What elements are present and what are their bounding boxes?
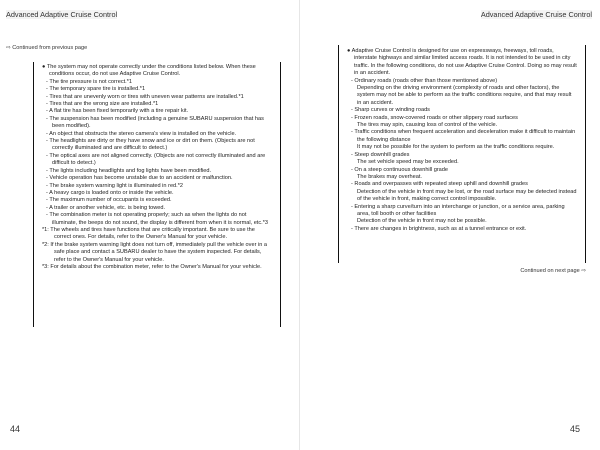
condition-item: - A heavy cargo is loaded onto or inside the vehicle. <box>46 189 174 196</box>
condition-detail: Detection of the vehicle in front may be lost, or the road surface may be detected instead of the vehicle in front, making correct control impossible. <box>357 188 577 203</box>
continued-from-note <box>6 45 87 51</box>
condition-item: - A trailer or another vehicle, etc. is being towed. <box>46 204 166 211</box>
condition-item: - A flat tire has been fixed temporarily with a tire repair kit. <box>46 108 189 115</box>
footnote: *1: The wheels and tires have functions that are critically important. Be sure to use the correct ones. For details, refer to the Owner's Manual for your vehicle. <box>42 226 255 241</box>
left-running-header: Advanced Adaptive Cruise Control <box>6 10 118 19</box>
arrow-right-icon: ⇨ <box>6 45 11 51</box>
footnote: *3: For details about the combination meter, refer to the Owner's Manual for your vehicle. <box>42 263 262 270</box>
condition-item: - Vehicle operation has become unstable due to an accident or malfunction. <box>46 175 233 182</box>
condition-item: - Tires that are unevenly worn or tires with uneven wear patterns are installed.*1 <box>46 93 244 100</box>
continued-from-text: Continued from previous page <box>12 45 88 51</box>
condition-detail: Depending on the driving environment (complexity of roads and other factors), the system may not be able to perform as the traffic conditions require, and that may result in an accident. <box>357 85 572 106</box>
condition-detail: Detection of the vehicle in front may not be possible. <box>357 218 487 225</box>
condition-detail: The set vehicle speed may be exceeded. <box>357 159 459 166</box>
right-notice-box <box>338 45 586 263</box>
condition-detail: It may not be possible for the system to perform as the traffic conditions require. <box>357 144 555 151</box>
condition-item: - An object that obstructs the stereo camera's view is installed on the vehicle. <box>46 130 237 137</box>
right-page <box>300 0 600 450</box>
condition-item: - Tires that are the wrong size are installed.*1 <box>46 101 159 108</box>
condition-item: - Entering a sharp curve/turn into an interchange or junction, or a service area, parking area, toll booth or other facilities <box>351 203 565 217</box>
condition-detail: The brakes may overheat. <box>357 173 422 180</box>
left-page-number: 44 <box>10 424 21 434</box>
condition-item: - The suspension has been modified (including a genuine SUBARU suspension that has been modified). <box>46 115 264 130</box>
condition-item: - Traffic conditions when frequent acceleration and deceleration make it difficult to maintain the following distance <box>351 129 576 143</box>
arrow-right-icon: ⇨ <box>581 268 586 274</box>
left-notice-box <box>33 62 281 327</box>
condition-item: - Sharp curves or winding roads <box>351 107 430 114</box>
condition-item: - The maximum number of occupants is exceeded. <box>46 197 172 204</box>
condition-item: - The tire pressure is not correct.*1 <box>46 78 133 85</box>
condition-item: - The optical axes are not aligned correctly. (Objects are not correctly illuminated and are difficult to detect.) <box>46 152 266 167</box>
condition-item: - The combination meter is not operating properly; such as when the lights do not illuminate, the beeps do not sound, the display is different from when it is normal, etc.*3 <box>46 212 268 226</box>
condition-detail: The tires may spin, causing loss of control of the vehicle. <box>357 122 498 129</box>
condition-item: - The brake system warning light is illuminated in red.*2 <box>46 182 184 189</box>
continued-next-note <box>520 268 586 274</box>
right-running-header: Advanced Adaptive Cruise Control <box>480 10 592 19</box>
condition-item: - The lights including headlights and fog lights have been modified. <box>46 167 212 174</box>
condition-item: - The temporary spare tire is installed.*1 <box>46 86 146 93</box>
right-page-number: 45 <box>569 424 580 434</box>
condition-item: - There are changes in brightness, such as at a tunnel entrance or exit. <box>351 225 527 232</box>
condition-item: - Steep downhill grades <box>351 151 410 158</box>
condition-item: - On a steep continuous downhill grade <box>351 166 449 173</box>
condition-item: - Roads and overpasses with repeated steep uphill and downhill grades <box>351 181 528 188</box>
condition-item: - Frozen roads, snow-covered roads or other slippery road surfaces <box>351 114 518 121</box>
footnote: *2: If the brake system warning light does not turn off, immediately pull the vehicle over in a safe place and contact a SUBARU dealer to have the system inspected. For details, refer to the Owner's Manual for your vehicle. <box>42 241 268 263</box>
condition-item: - The headlights are dirty or they have snow and ice or dirt on them. (Objects are not correctly illuminated and are difficult to detect.) <box>46 138 255 152</box>
condition-item: - Ordinary roads (roads other than those mentioned above) <box>351 77 498 84</box>
continued-next-text: Continued on next page <box>520 268 580 274</box>
right-intro-text: Adaptive Cruise Control is designed for use on expressways, freeways, toll roads, interstate highways and similar limited access roads. It is not intended to be used in city traffic. In the following conditions, do not use Adaptive Cruise Control. Doing so may result in an accident. <box>351 48 577 77</box>
right-intro: ● Adaptive Cruise Control is designed for use on expressways, freeways, toll roads, interstate highways and similar limited access roads. It is not intended to be used in city traffic. In the following conditions, do not use Adaptive Cruise Control. Doing so may result in an accident. <box>347 48 577 77</box>
left-intro: ● The system may not operate correctly under the conditions listed below. When these conditions occur, do not use Adaptive Cruise Control. <box>42 64 256 78</box>
left-intro-text: The system may not operate correctly under the conditions listed below. When these conditions occur, do not use Adaptive Cruise Control. <box>46 64 256 78</box>
